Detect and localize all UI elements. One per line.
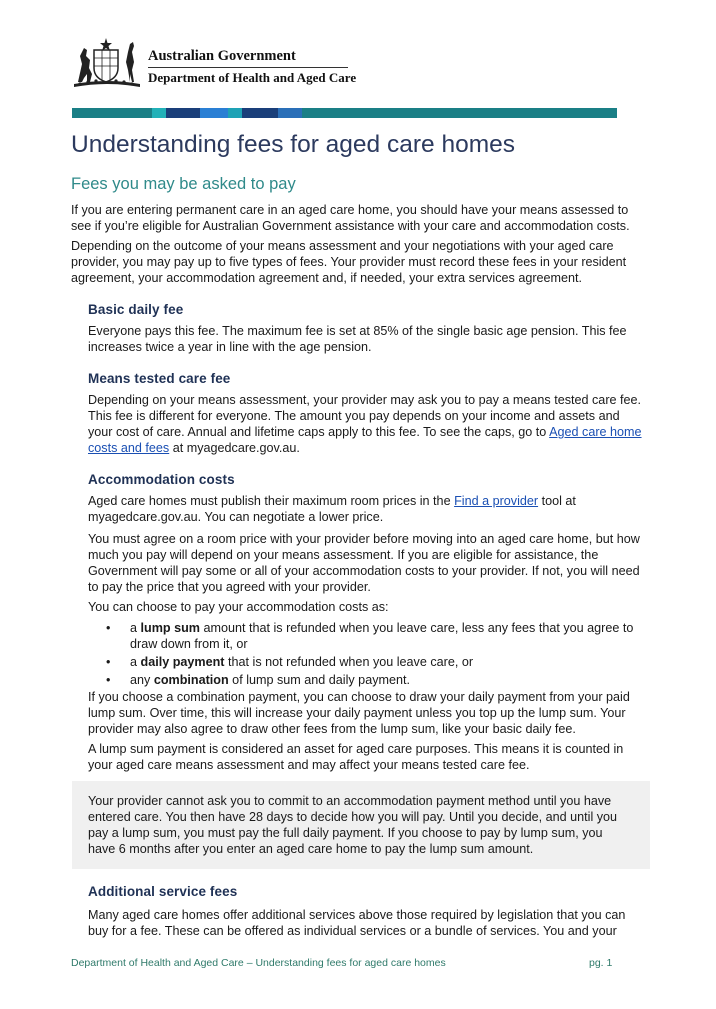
bullet-icon: •	[106, 621, 111, 635]
heading-basic-daily-fee: Basic daily fee	[88, 302, 184, 317]
accommodation-text: If you choose a combination payment, you can choose to draw your daily payment from your paid lump sum. Over time, this will increase your daily payment unless you top up the lump sum. Your provider may also agree to draw other fees from the lump sum, like your basic daily fee.	[88, 690, 630, 736]
logo-divider	[148, 67, 348, 68]
bullet-text: of lump sum and daily payment.	[228, 673, 410, 687]
band-segment	[152, 108, 166, 118]
footer-page-number: pg. 1	[589, 957, 613, 969]
section-subtitle: Fees you may be asked to pay	[71, 175, 296, 193]
bullet-text: a	[130, 621, 141, 635]
band-segment	[136, 108, 152, 118]
band-segment	[72, 108, 136, 118]
means-tested-text-after: at myagedcare.gov.au.	[169, 441, 300, 455]
additional-fees-text: Many aged care homes offer additional services above those required by legislation that you can buy for a fee. These can be offered as individual services or a bundle of services. You and your	[88, 908, 626, 938]
payment-options-list	[88, 620, 648, 690]
bullet-icon: •	[106, 673, 111, 687]
government-name: Australian Government	[148, 48, 296, 64]
accommodation-text-after: tool at myagedcare.gov.au. You can negotiate a lower price.	[88, 494, 576, 524]
heading-additional-service-fees: Additional service fees	[88, 884, 238, 899]
means-tested-text-before: Depending on your means assessment, your provider may ask you to pay a means tested care fee. This fee is different for everyone. The amount you pay depends on your income and assets and your cost of care. Annual and lifetime caps apply to this fee. To see the caps, go to	[88, 393, 642, 439]
accommodation-text-before: Aged care homes must publish their maximum room prices in the	[88, 494, 455, 508]
list-item	[88, 620, 648, 652]
footer-document-title: Department of Health and Aged Care – Understanding fees for aged care homes	[71, 957, 446, 969]
bullet-bold-text: lump sum	[140, 621, 200, 635]
means-tested-text	[88, 392, 644, 456]
bullet-bold-text: daily payment	[140, 655, 225, 669]
government-logo	[72, 34, 372, 90]
page-title: Understanding fees for aged care homes	[71, 131, 515, 158]
department-name: Department of Health and Aged Care	[148, 70, 357, 85]
band-segment	[200, 108, 228, 118]
aged-care-costs-link[interactable]: Aged care home costs and fees	[88, 425, 642, 455]
callout-box	[72, 781, 650, 869]
band-segment	[278, 108, 302, 118]
header-color-band	[72, 108, 617, 118]
bullet-bold-text: combination	[153, 673, 229, 687]
find-a-provider-link[interactable]: Find a provider	[454, 494, 539, 508]
accommodation-text: A lump sum payment is considered an asset for aged care purposes. This means it is counted in your aged care means assessment and may affect your means tested care fee.	[88, 742, 624, 772]
accommodation-text: You can choose to pay your accommodation costs as:	[88, 600, 389, 614]
band-segment	[302, 108, 617, 118]
intro-paragraph: If you are entering permanent care in an aged care home, you should have your means assessed to see if you’re eligible for Australian Government assistance with your care and accommodation costs.	[71, 203, 630, 233]
accommodation-text	[88, 493, 608, 525]
basic-daily-fee-text: Everyone pays this fee. The maximum fee is set at 85% of the single basic age pension. This fee increases twice a year in line with the age pension.	[88, 324, 627, 354]
bullet-icon: •	[106, 655, 111, 669]
accommodation-text: You must agree on a room price with your provider before moving into an aged care home, but how much you pay will depend on your means assessment. If you are eligible for assistance, the Government will pay some or all of your accommodation costs to your provider. If not, you will need to pay the price that you agreed with your provider.	[88, 532, 640, 594]
band-segment	[228, 108, 242, 118]
list-item	[88, 672, 648, 688]
band-segment	[242, 108, 278, 118]
heading-accommodation-costs: Accommodation costs	[88, 472, 235, 487]
bullet-text: amount that is refunded when you leave care, less any fees that you agree to draw down from it, or	[130, 621, 634, 651]
coat-of-arms-icon	[72, 34, 142, 88]
bullet-text: any	[130, 673, 154, 687]
intro-paragraph: Depending on the outcome of your means assessment and your negotiations with your aged care provider, you may pay up to five types of fees. Your provider must record these fees in your resident agreement, your accommodation agreement and, if needed, your extra services agreement.	[71, 239, 627, 285]
list-item	[88, 654, 648, 670]
heading-means-tested-fee: Means tested care fee	[88, 371, 231, 386]
band-segment	[166, 108, 200, 118]
bullet-text: a	[130, 655, 141, 669]
callout-text: Your provider cannot ask you to commit to an accommodation payment method until you have entered care. You then have 28 days to decide how you will pay. Until you decide, and until you pay a lump sum, you must pay the full daily payment. If you choose to pay by lump sum, you have 6 months after you enter an aged care home to pay the lump sum amount.	[88, 794, 618, 856]
bullet-text: that is not refunded when you leave care, or	[224, 655, 474, 669]
